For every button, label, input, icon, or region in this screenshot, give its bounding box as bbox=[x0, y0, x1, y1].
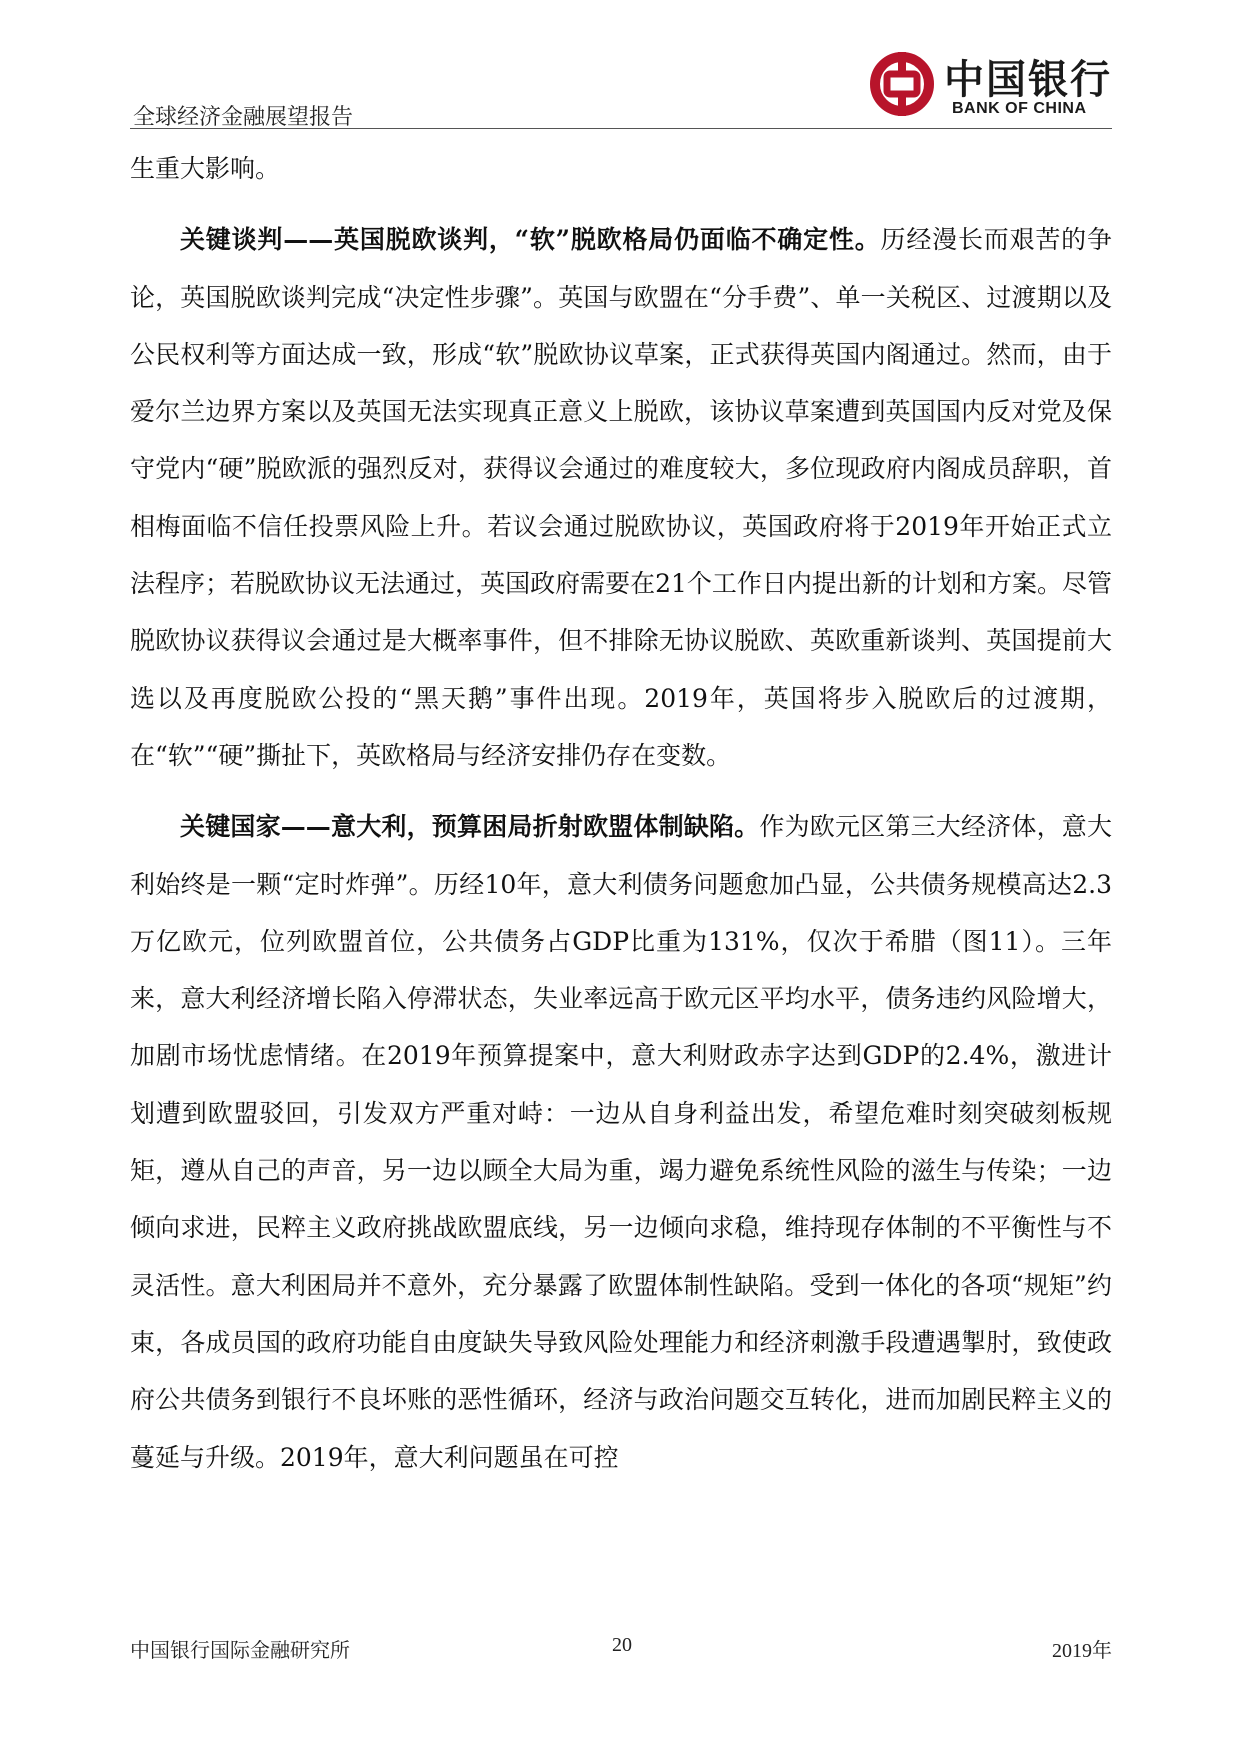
page-number: 20 bbox=[612, 1634, 632, 1656]
paragraph-lead-italy: 关键国家——意大利，预算困局折射欧盟体制缺陷。 bbox=[180, 812, 760, 842]
paragraph-brexit bbox=[130, 211, 1112, 784]
report-title: 全球经济金融展望报告 bbox=[133, 105, 354, 130]
continuation-line: 生重大影响。 bbox=[130, 154, 281, 183]
paragraph-text-italy: 作为欧元区第三大经济体，意大利始终是一颗“定时炸弹”。历经10年，意大利债务问题愈加凸显，公共债务规模高达2.3万亿欧元，位列欧盟首位，公共债务占GDP比重为131%，仅次于希腊（图11）。三年来，意大利经济增长陷入停滞状态，失业率远高于欧元区平均水平，债务违约风险增大，加剧市场忧虑情绪。在2019年预算提案中，意大利财政赤字达到GDP的2.4%，激进计划遭到欧盟驳回，引发双方严重对峙：一边从自身利益出发，希望危难时刻突破刻板规矩，遵从自己的声音，另一边以顾全大局为重，竭力避免系统性风险的滋生与传染；一边倾向求进，民粹主义政府挑战欧盟底线，另一边倾向求稳，维持现存体制的不平衡性与不灵活性。意大利困局并不意外，充分暴露了欧盟体制性缺陷。受到一体化的各项“规矩”约束，各成员国的政府功能自由度缺失导致风险处理能力和经济刺激手段遭遇掣肘，致使政府公共债务到银行不良坏账的恶性循环，经济与政治问题交互转化，进而加剧民粹主义的蔓延与升级。2019年，意大利问题虽在可控 bbox=[130, 812, 1112, 1472]
paragraph-italy bbox=[130, 798, 1112, 1486]
logo-english-name: BANK OF CHINA bbox=[952, 100, 1087, 117]
boc-emblem-icon bbox=[868, 50, 936, 118]
header-divider bbox=[130, 128, 1112, 129]
footer-institute: 中国银行国际金融研究所 bbox=[130, 1638, 350, 1662]
paragraph-lead-brexit: 关键谈判——英国脱欧谈判，“软”脱欧格局仍面临不确定性。 bbox=[180, 225, 881, 255]
bank-of-china-logo bbox=[868, 46, 1118, 126]
body-text bbox=[130, 140, 1112, 1486]
footer-year: 2019年 bbox=[1052, 1640, 1112, 1662]
logo-chinese-name: 中国银行 bbox=[944, 56, 1112, 103]
paragraph-text-brexit: 历经漫长而艰苦的争论，英国脱欧谈判完成“决定性步骤”。英国与欧盟在“分手费”、单一关税区、过渡期以及公民权利等方面达成一致，形成“软”脱欧协议草案，正式获得英国内阁通过。然而，由于爱尔兰边界方案以及英国无法实现真正意义上脱欧，该协议草案遭到英国国内反对党及保守党内“硬”脱欧派的强烈反对，获得议会通过的难度较大，多位现政府内阁成员辞职，首相梅面临不信任投票风险上升。若议会通过脱欧协议，英国政府将于2019年开始正式立法程序；若脱欧协议无法通过，英国政府需要在21个工作日内提出新的计划和方案。尽管脱欧协议获得议会通过是大概率事件，但不排除无协议脱欧、英欧重新谈判、英国提前大选以及再度脱欧公投的“黑天鹅”事件出现。2019年，英国将步入脱欧后的过渡期，在“软”“硬”撕扯下，英欧格局与经济安排仍存在变数。 bbox=[130, 225, 1112, 770]
